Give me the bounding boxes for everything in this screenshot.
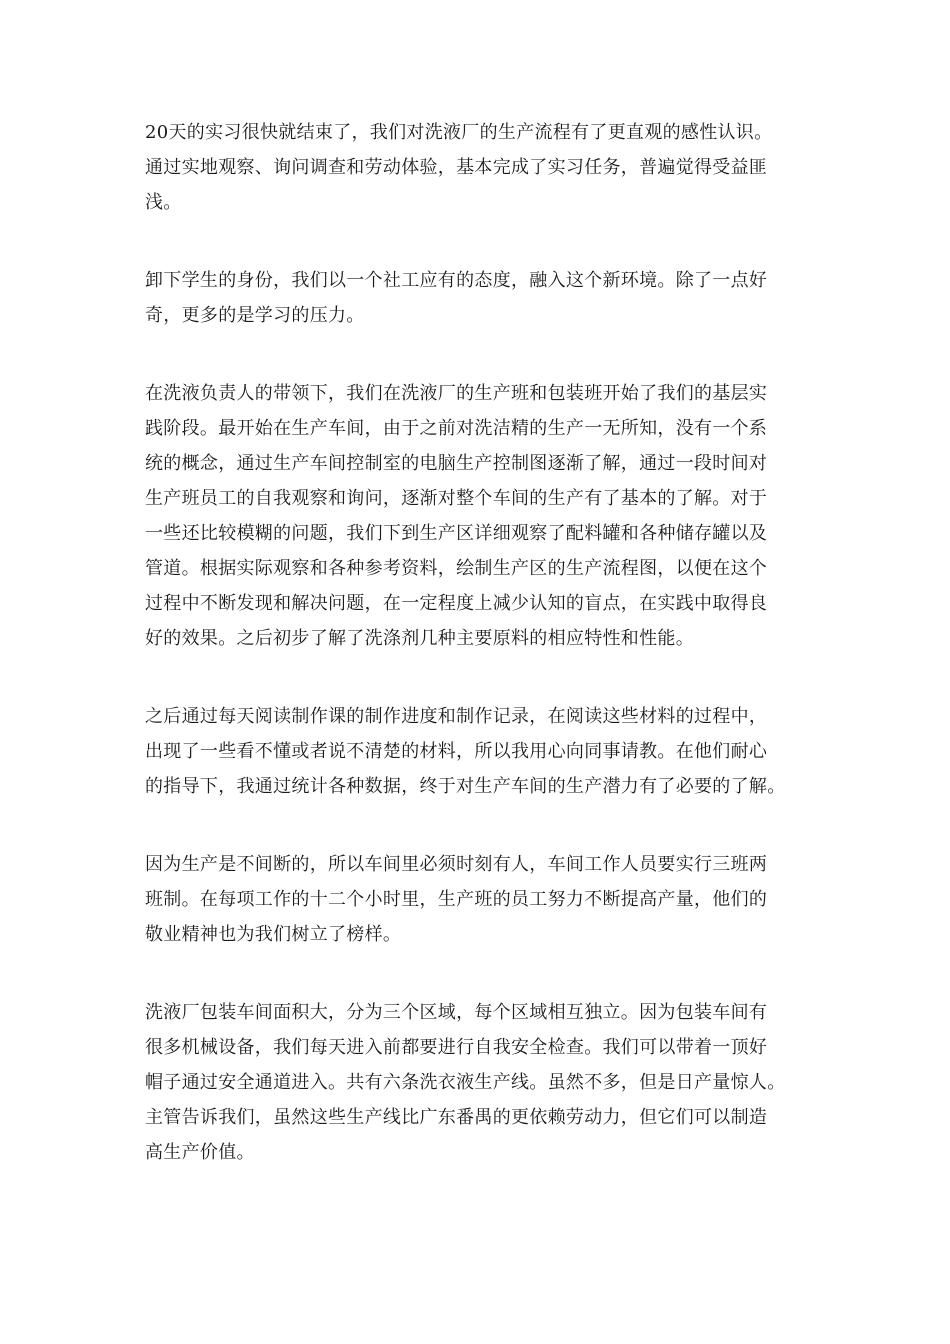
text-line: 浅。	[145, 192, 182, 213]
text-line: 统的概念，通过生产车间控制室的电脑生产控制图逐渐了解，通过一段时间对	[145, 453, 768, 474]
text-line: 班制。在每项工作的十二个小时里，生产班的员工努力不断提高产量，他们的	[145, 889, 768, 910]
text-line: 因为生产是不间断的，所以车间里必须时刻有人，车间工作人员要实行三班两	[145, 854, 768, 875]
text-line: 敬业精神也为我们树立了榜样。	[145, 924, 402, 945]
paragraph-1	[145, 115, 815, 220]
text-line: 过程中不断发现和解决问题，在一定程度上减少认知的盲点，在实践中取得良	[145, 593, 768, 614]
text-line: 践阶段。最开始在生产车间，由于之前对洗洁精的生产一无所知，没有一个系	[145, 418, 768, 439]
paragraph-3	[145, 376, 815, 656]
text-line: 好的效果。之后初步了解了洗涤剂几种主要原料的相应特性和性能。	[145, 628, 694, 649]
text-line: 一些还比较模糊的问题，我们下到生产区详细观察了配料罐和各种储存罐以及	[145, 523, 768, 544]
text-line: 很多机械设备，我们每天进入前都要进行自我安全检查。我们可以带着一顶好	[145, 1037, 768, 1058]
text-line: 主管告诉我们，虽然这些生产线比广东番禺的更依赖劳动力，但它们可以制造	[145, 1107, 768, 1128]
text-line: 之后通过每天阅读制作课的制作进度和制作记录，在阅读这些材料的过程中，	[145, 706, 768, 727]
text-line: 帽子通过安全通道进入。共有六条洗衣液生产线。虽然不多，但是日产量惊人。	[145, 1072, 786, 1093]
text-line: 奇，更多的是学习的压力。	[145, 305, 365, 326]
paragraph-6	[145, 995, 815, 1170]
paragraph-2	[145, 263, 815, 333]
text-line: 20天的实习很快就结束了，我们对洗液厂的生产流程有了更直观的感性认识。	[145, 122, 773, 143]
text-line: 通过实地观察、询问调查和劳动体验，基本完成了实习任务，普遍觉得受益匪	[145, 157, 768, 178]
paragraph-5	[145, 847, 815, 952]
text-line: 卸下学生的身份，我们以一个社工应有的态度，融入这个新环境。除了一点好	[145, 270, 768, 291]
text-line: 高生产价值。	[145, 1142, 255, 1163]
document-body	[145, 115, 815, 1213]
text-line: 出现了一些看不懂或者说不清楚的材料，所以我用心向同事请教。在他们耐心	[145, 741, 768, 762]
text-line: 洗液厂包装车间面积大，分为三个区域，每个区域相互独立。因为包装车间有	[145, 1002, 768, 1023]
text-line: 的指导下，我通过统计各种数据，终于对生产车间的生产潜力有了必要的了解。	[145, 776, 786, 797]
paragraph-4	[145, 699, 815, 804]
text-line: 管道。根据实际观察和各种参考资料，绘制生产区的生产流程图，以便在这个	[145, 558, 768, 579]
text-line: 在洗液负责人的带领下，我们在洗液厂的生产班和包装班开始了我们的基层实	[145, 383, 768, 404]
text-line: 生产班员工的自我观察和询问，逐渐对整个车间的生产有了基本的了解。对于	[145, 488, 768, 509]
